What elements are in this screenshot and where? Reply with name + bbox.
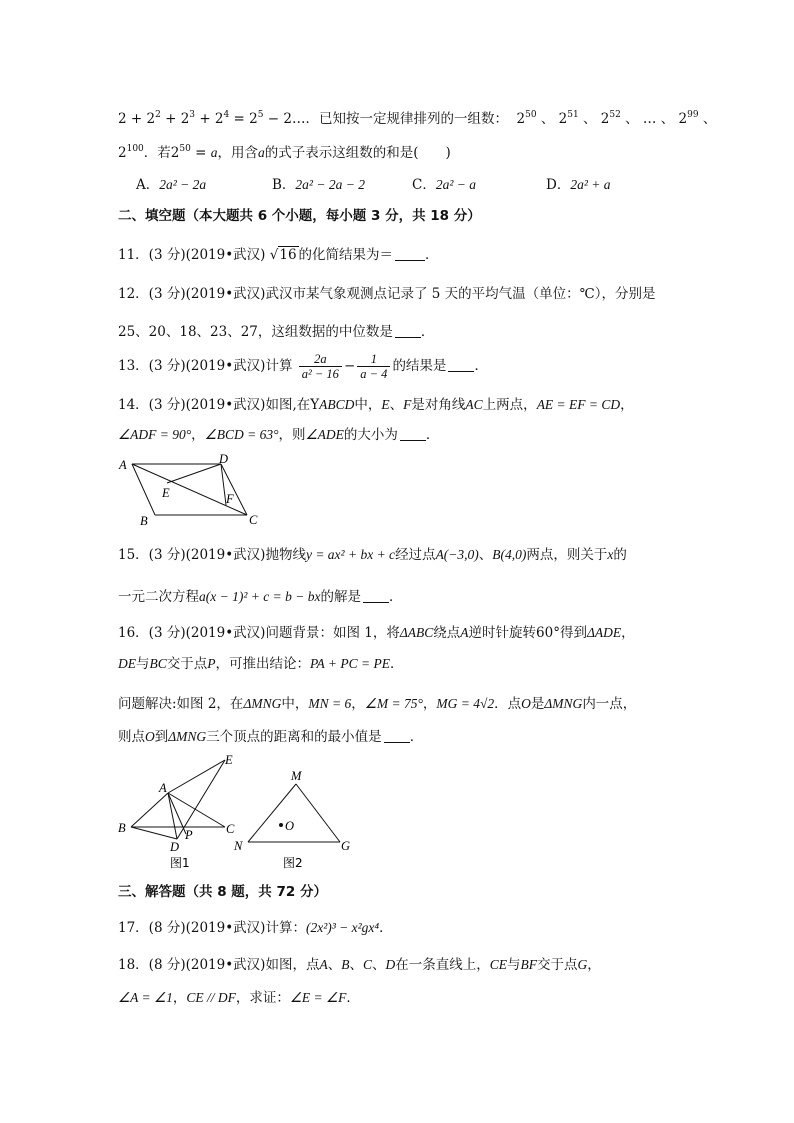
q14-parallelogram-figure bbox=[118, 452, 268, 527]
fig2-label-n: N bbox=[234, 839, 243, 853]
q13: 13．(3 分)(2019•武汉)计算 $\frac{2a}{\text{a² − 16}}$ − $\frac{1}{a - 4}$ 的结果是 ． bbox=[118, 352, 488, 381]
fig1-caption: 图1 bbox=[170, 856, 190, 870]
segment-ae bbox=[168, 760, 225, 793]
q13-answer-blank bbox=[448, 359, 474, 372]
q15-answer-blank bbox=[363, 590, 389, 603]
q14-line2: ∠ADF = 90°，∠BCD = 63°，则∠ADE的大小为 ． bbox=[118, 427, 440, 443]
label-d: D bbox=[219, 452, 229, 466]
q17: 17．(8 分)(2019•武汉)计算：(2x²)³ − x²gx⁴． bbox=[118, 920, 393, 936]
q16-line3: 问题解决:如图 2，在ΔMNG中，MN = 6，∠M = 75°，MG = 4√2．点O是ΔMNG内一点， bbox=[118, 696, 637, 712]
fig2-caption: 图2 bbox=[283, 856, 303, 870]
segment-mn bbox=[248, 784, 296, 842]
q10-option-c: C．2a² − a bbox=[412, 177, 477, 193]
fig2-label-g: G bbox=[341, 839, 351, 853]
segment-ab bbox=[131, 793, 168, 827]
q16-line1: 16．(3 分)(2019•武汉)问题背景：如图 1，将ΔABC绕点A逆时针旋转60°得到ΔADE， bbox=[118, 625, 635, 641]
q16-line2: DE与BC交于点P，可推出结论：PA + PC = PE． bbox=[118, 656, 404, 672]
fig1-label-b: B bbox=[118, 821, 126, 835]
q15-line2: 一元二次方程a(x − 1)² + c = b − bx的解是 ． bbox=[118, 589, 403, 605]
diagonal-ac bbox=[132, 464, 247, 515]
segment-ap bbox=[168, 793, 186, 834]
q10-option-a: A．2a² − 2a bbox=[136, 177, 207, 193]
label-a: A bbox=[119, 458, 127, 472]
fig1-label-c: C bbox=[226, 822, 235, 836]
segment-ad bbox=[168, 793, 177, 839]
q13-fraction-2: $\frac{1}{a - 4}$ bbox=[357, 352, 390, 381]
q11: 11．(3 分)(2019•武汉) √16 的化简结果为＝ ． bbox=[118, 247, 439, 263]
q10-sum-expr: $2 + 2^2 + 2^3 + 2^4 = 2^5$ − 2… bbox=[118, 110, 306, 127]
section3-title: 三、解答题（共 8 题，共 72 分） bbox=[118, 884, 327, 900]
q14-answer-blank bbox=[400, 428, 426, 441]
parallelogram-symbol: Y bbox=[310, 397, 320, 413]
section2-title: 二、填空题（本大题共 6 个小题，每小题 3 分，共 18 分） bbox=[118, 208, 481, 224]
fig1-label-d: D bbox=[170, 840, 180, 854]
segment-de bbox=[167, 464, 221, 483]
q10-option-b: B．2a² − 2a − 2 bbox=[272, 177, 365, 193]
segment-ac bbox=[168, 793, 225, 827]
q13-fraction-1: $\frac{2a}{\text{a² − 16}}$ bbox=[299, 352, 342, 381]
q18-line1: 18．(8 分)(2019•武汉)如图，点A、B、C、D在一条直线上，CE与BF交于点G， bbox=[118, 957, 601, 973]
segment-bd bbox=[131, 827, 177, 839]
q16-answer-blank bbox=[384, 730, 410, 743]
label-b: B bbox=[140, 514, 148, 527]
point-o bbox=[279, 823, 283, 827]
q16-figures bbox=[115, 752, 365, 872]
label-f: F bbox=[226, 492, 234, 506]
q12-line2: 25、20、18、23、27，这组数据的中位数是 ． bbox=[118, 324, 435, 340]
fig2-label-o: O bbox=[285, 819, 295, 833]
segment-mg bbox=[296, 784, 340, 842]
label-e: E bbox=[162, 486, 170, 500]
fig1-label-p: P bbox=[185, 828, 193, 842]
q12-line1: 12．(3 分)(2019•武汉)武汉市某气象观测点记录了 5 天的平均气温（单位：℃），分别是 bbox=[118, 286, 656, 302]
label-c: C bbox=[249, 513, 258, 527]
q18-line2: ∠A = ∠1，CE // DF，求证：∠E = ∠F． bbox=[118, 990, 360, 1006]
q16-figure-2 bbox=[248, 784, 340, 842]
q16-line4: 则点O到ΔMNG三个顶点的距离和的最小值是 ． bbox=[118, 729, 424, 745]
q11-answer-blank bbox=[395, 248, 425, 261]
q12-answer-blank bbox=[395, 325, 421, 338]
q10-line2: $2^{100}$．若$2^{50} = a$，用含a的式子表示这组数的和是( ) bbox=[118, 144, 451, 161]
edge-ab bbox=[132, 464, 155, 515]
q15-line1: 15．(3 分)(2019•武汉)抛物线y = ax² + bx + c经过点A(−3,0)、B(4,0)两点，则关于x的 bbox=[118, 547, 627, 563]
fig1-label-a: A bbox=[159, 781, 167, 795]
edge-dc bbox=[221, 464, 247, 515]
fig2-label-m: M bbox=[291, 769, 302, 783]
fig1-label-e: E bbox=[225, 753, 233, 767]
q16-figure-1 bbox=[131, 760, 225, 839]
q10-option-d: D．2a² + a bbox=[546, 177, 611, 193]
q10-line1: $2 + 2^2 + 2^3 + 2^4 = 2^5$ − 2…．已知按一定规律排列的一组数： $2^{50}$ 、 $2^{51}$ 、 $2^{52}$ 、 … 、 $2^{99}$ 、 bbox=[118, 110, 717, 127]
q14-line1: 14．(3 分)(2019•武汉)如图,在YABCD中，E、F是对角线AC上两点，AE = EF = CD， bbox=[118, 397, 634, 413]
